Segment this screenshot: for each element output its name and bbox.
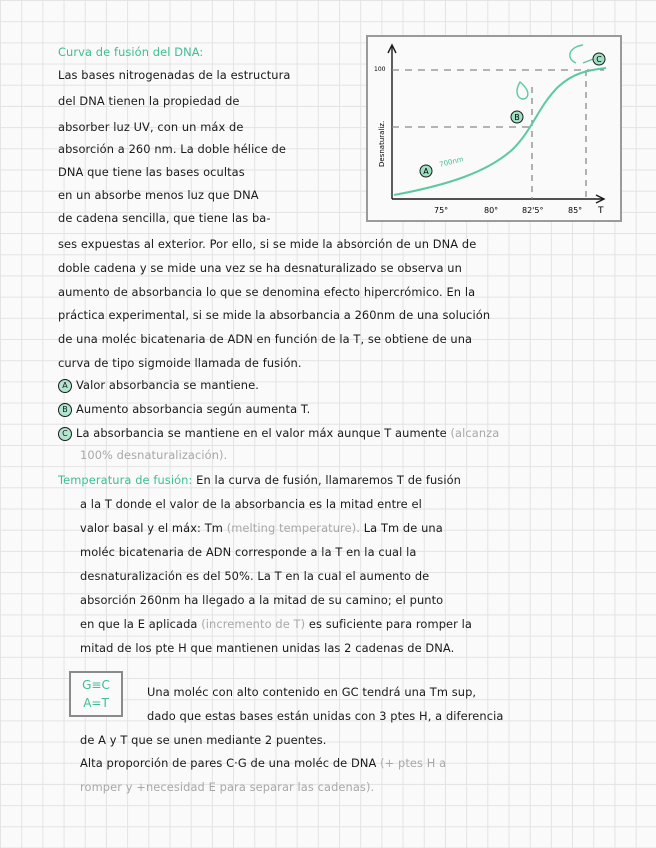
tf-line: mitad de los pte H que mantienen unidas las 2 cadenas de DNA. <box>80 641 455 655</box>
body-line: doble cadena y se mide una vez se ha desnaturalizado se observa un <box>58 261 462 275</box>
curve-annotation: 700nm <box>438 155 465 169</box>
melting-curve-chart <box>366 35 622 222</box>
point-c-note: (alcanza <box>450 426 500 440</box>
x-axis-label: T <box>598 206 604 216</box>
marker-c-badge: C <box>58 427 72 441</box>
tf-text: valor basal y el máx: Tm <box>80 521 223 535</box>
x-tick-label: 80° <box>484 206 499 215</box>
body-line: de una moléc bicatenaria de ADN en función de la T, se obtiene de una <box>58 332 473 346</box>
gc-note-cont: romper y +necesidad E para separar las cadenas). <box>80 780 375 794</box>
x-tick-label: 75° <box>434 206 449 215</box>
intro-line: del DNA tienen la propiedad de <box>58 94 240 108</box>
point-a <box>58 376 259 394</box>
gc-note: (+ ptes H a <box>380 756 447 770</box>
tf-line: desnaturalización es del 50%. La T en la cual el aumento de <box>80 569 430 583</box>
gc-line-4 <box>80 754 446 772</box>
gc-line: dado que estas bases están unidas con 3 ptes H, a diferencia <box>147 709 504 723</box>
y-axis-label: Desnaturaliz. <box>378 120 386 167</box>
tf-line-7 <box>80 615 472 633</box>
point-c <box>58 424 499 442</box>
point-b-text: Aumento absorbancia según aumenta T. <box>76 402 311 416</box>
tf-line: a la T donde el valor de la absorbancia es la mitad entre el <box>80 497 422 511</box>
gc-line: Una moléc con alto contenido en GC tendrá una Tm sup, <box>147 685 477 699</box>
melting-curve-svg <box>368 37 620 220</box>
tf-text: La Tm de una <box>363 521 443 535</box>
marker-c-label: C <box>596 55 602 64</box>
point-c-note-cont: 100% desnaturalización). <box>80 448 228 462</box>
intro-line: Las bases nitrogenadas de la estructura <box>58 68 291 82</box>
tf-line: absorción 260nm ha llegado a la mitad de su camino; el punto <box>80 593 444 607</box>
gc-text: Alta proporción de pares C·G de una moléc de DNA <box>80 756 377 770</box>
body-line: práctica experimental, si se mide la absorbancia a 260nm de una solución <box>58 308 491 322</box>
section-title: Curva de fusión del DNA: <box>58 45 204 59</box>
marker-b-badge: B <box>58 403 72 417</box>
body-line: aumento de absorbancia lo que se denomina efecto hipercrómico. En la <box>58 285 476 299</box>
body-line: ses expuestas al exterior. Por ello, si se mide la absorción de un DNA de <box>58 237 477 251</box>
intro-line: absorción a 260 nm. La doble hélice de <box>58 142 286 156</box>
tf-line-1 <box>58 471 461 489</box>
energy-note: (incremento de T) <box>201 617 306 631</box>
body-line: curva de tipo sigmoide llamada de fusión. <box>58 356 302 370</box>
tf-text: es suficiente para romper la <box>308 617 472 631</box>
melting-note: (melting temperature). <box>226 521 360 535</box>
intro-line: DNA que tiene las bases ocultas <box>58 165 245 179</box>
intro-line: de cadena sencilla, que tiene las ba- <box>58 211 271 225</box>
marker-b-label: B <box>514 113 520 122</box>
tf-title: Temperatura de fusión: <box>58 473 193 487</box>
intro-line: absorber luz UV, con un máx de <box>58 120 244 134</box>
gc-line: de A y T que se unen mediante 2 puentes. <box>80 733 327 747</box>
gc-bond-label: G≡C <box>82 678 110 692</box>
tf-line: moléc bicatenaria de ADN corresponde a la T en la cual la <box>80 545 417 559</box>
at-bond-label: A=T <box>83 696 109 710</box>
gc-at-box <box>69 671 123 717</box>
y-top-label: 100 <box>374 66 386 73</box>
point-c-text: La absorbancia se mantiene en el valor máx aunque T aumente <box>76 426 447 440</box>
tf-text: En la curva de fusión, llamaremos T de fusión <box>196 473 461 487</box>
point-b <box>58 400 310 418</box>
marker-a-label: A <box>423 167 429 176</box>
tf-text: en que la E aplicada <box>80 617 198 631</box>
point-a-text: Valor absorbancia se mantiene. <box>76 378 259 392</box>
marker-a-badge: A <box>58 379 72 393</box>
drop-icon <box>517 82 528 99</box>
x-tick-label: 85° <box>568 206 583 215</box>
tf-line-3 <box>80 519 443 537</box>
x-tick-label: 82'5° <box>522 206 544 215</box>
intro-line: en un absorbe menos luz que DNA <box>58 188 259 202</box>
